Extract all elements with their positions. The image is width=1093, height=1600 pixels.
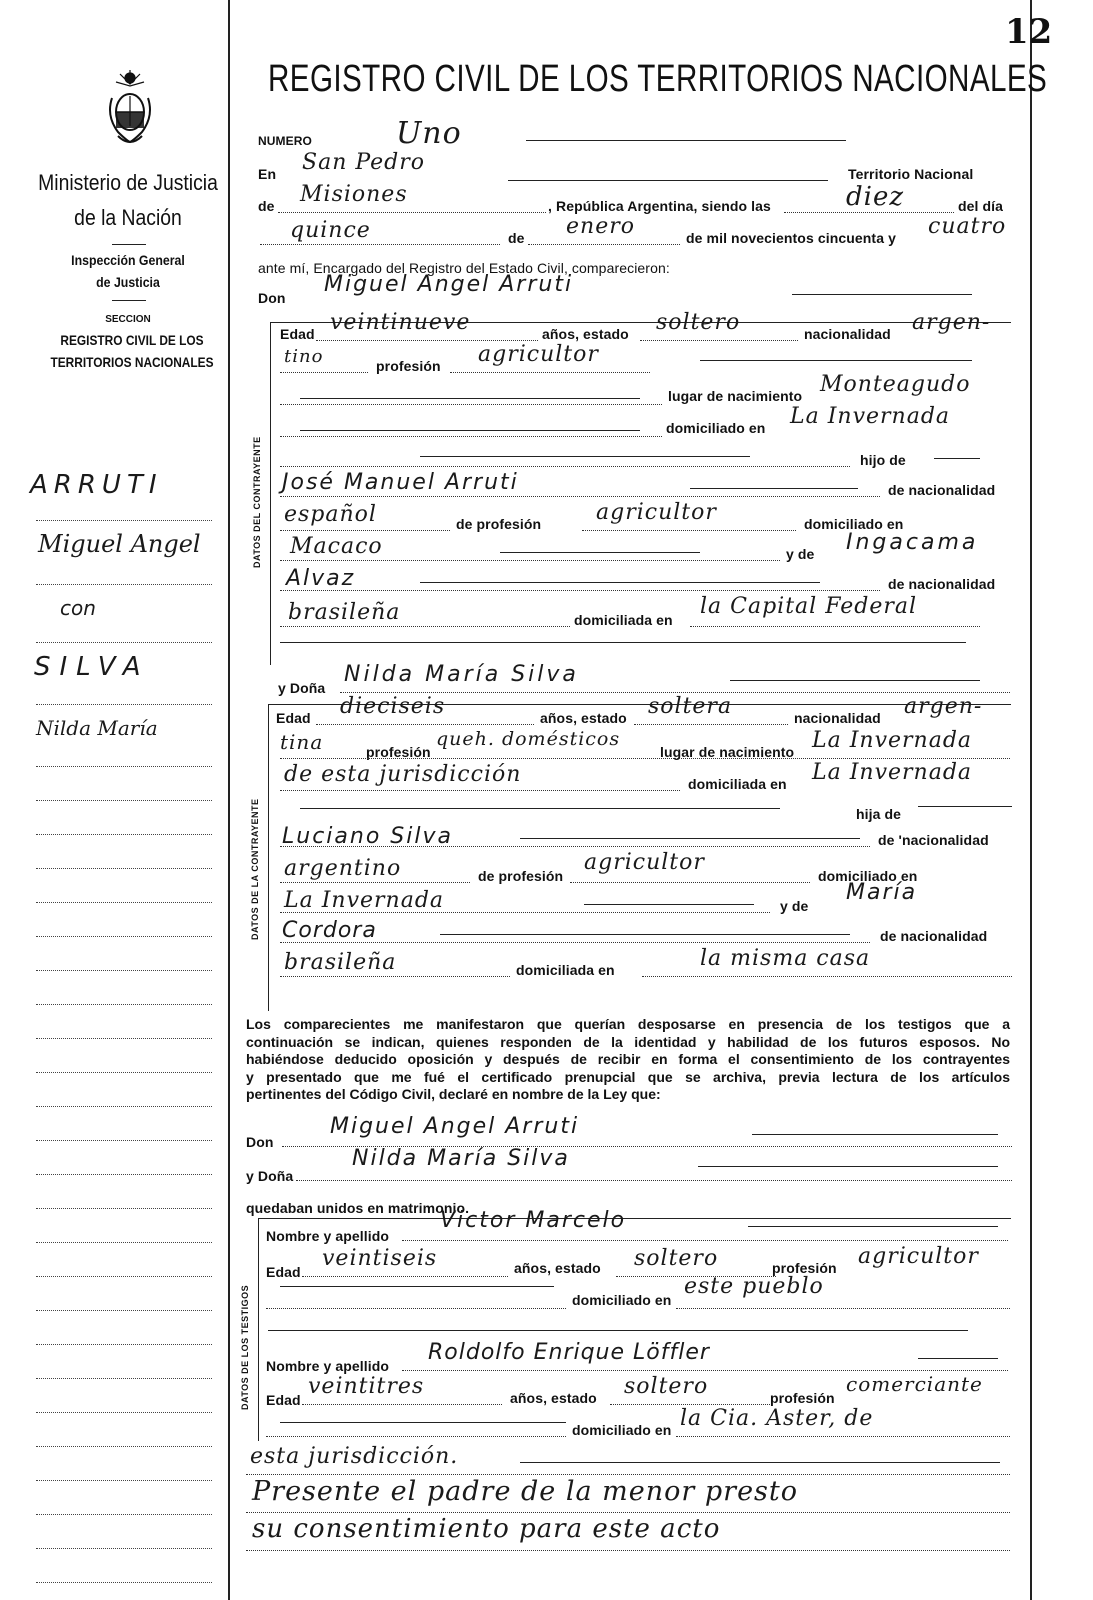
value-anio: cuatro — [928, 214, 1007, 239]
bride-mother-dom: la misma casa — [700, 946, 871, 971]
document-title: REGISTRO CIVIL DE LOS TERRITORIOS NACIONALES — [268, 58, 1048, 100]
bride-nac-2: tina — [280, 730, 324, 754]
line — [730, 680, 980, 681]
label-anos-estado-w1: años, estado — [514, 1260, 601, 1276]
dotted-line — [528, 244, 680, 245]
dotted-line — [280, 590, 880, 591]
page-number: 12 — [1005, 12, 1053, 52]
w2-edad: veintitres — [308, 1374, 425, 1399]
section-title-line1: REGISTRO CIVIL DE LOS — [60, 332, 204, 348]
dotted-line — [642, 976, 1012, 977]
label-y-de-bride: y de — [780, 898, 809, 914]
section-label: SECCION — [105, 314, 151, 325]
label-anos-estado-w2: años, estado — [510, 1390, 597, 1406]
w1-edad: veintiseis — [322, 1246, 438, 1271]
dotted-line — [280, 372, 368, 373]
value-territorio: Misiones — [300, 182, 408, 207]
dotted-line — [280, 976, 510, 977]
groom-prof: agricultor — [478, 342, 599, 367]
dotted-line — [316, 724, 534, 725]
label-edad: Edad — [280, 326, 315, 342]
line — [420, 456, 750, 457]
dotted-line — [280, 942, 870, 943]
final-dona: Nilda María Silva — [352, 1146, 570, 1171]
dotted-line — [450, 372, 650, 373]
handwritten-note-line1: Presente el padre de la menor presto — [252, 1476, 799, 1507]
groom-father-nac: español — [284, 502, 377, 527]
label-y-de: y de — [786, 546, 815, 562]
dotted-line — [402, 1240, 1008, 1241]
line — [792, 294, 972, 295]
label-ante: ante mí, Encargado del Registro del Estado Civil, comparecieron: — [258, 260, 670, 276]
side-label-contrayente: DATOS DEL CONTRAYENTE — [252, 436, 262, 568]
label-profesion-w2: profesión — [770, 1390, 835, 1406]
label-de-nacionalidad: de nacionalidad — [888, 482, 996, 498]
line — [584, 904, 754, 905]
bride-father-dom: La Invernada — [284, 888, 445, 913]
dotted-line — [280, 466, 850, 467]
label-de-mes: de — [508, 230, 525, 246]
dotted-line — [634, 724, 788, 725]
label-del-dia: del día — [958, 198, 1004, 214]
line — [698, 1166, 998, 1167]
label-domiciliada-en-bride-2: domiciliada en — [516, 962, 615, 978]
dotted-line — [280, 912, 770, 913]
label-edad-bride: Edad — [276, 710, 311, 726]
label-domiciliado-en-bride: domiciliado en — [818, 868, 918, 884]
label-de-nacionalidad-2: de nacionalidad — [888, 576, 996, 592]
value-don: Miguel Angel Arruti — [324, 272, 574, 297]
label-edad-w1: Edad — [266, 1264, 301, 1280]
dotted-line — [570, 882, 810, 883]
paragraph-line: y presentado que me fué el certificado prenupcial que se archiva, previa lectura de los artículos — [246, 1068, 1010, 1085]
section-title-line2: TERRITORIOS NACIONALES — [50, 354, 214, 370]
dotted-line — [690, 626, 980, 627]
dotted-line — [280, 560, 780, 561]
bride-mother: María — [846, 880, 918, 905]
paragraph-line: pertinentes del Código Civil, declaré en nombre de la Ley que: — [246, 1086, 661, 1102]
groom-father: José Manuel Arruti — [282, 470, 519, 495]
groom-father-dom: Macaco — [290, 534, 383, 559]
dotted-line — [260, 244, 500, 245]
dotted-line — [266, 1308, 566, 1309]
label-de-nacionalidad-bride-2: de nacionalidad — [880, 928, 988, 944]
line — [520, 838, 860, 839]
groom-edad: veintinueve — [330, 310, 471, 335]
value-hora: diez — [846, 182, 905, 212]
bride-father: Luciano Silva — [282, 824, 453, 849]
line — [280, 642, 966, 643]
bride-father-nac: argentino — [284, 856, 402, 881]
handwritten-note-line2: su consentimiento para este acto — [252, 1514, 721, 1544]
w2-dom: la Cia. Aster, de — [680, 1406, 874, 1431]
value-mes: enero — [566, 214, 635, 239]
label-domiciliada-en-bride: domiciliada en — [688, 776, 787, 792]
groom-father-prof: agricultor — [596, 500, 717, 525]
margin-note-con: con — [60, 596, 96, 620]
dotted-line — [640, 340, 798, 341]
margin-note-name-groom: Miguel Angel — [38, 530, 201, 558]
w1-nombre: Victor Marcelo — [440, 1208, 627, 1233]
line — [420, 582, 820, 583]
label-nombre-apellido-1: Nombre y apellido — [266, 1228, 390, 1244]
label-hijo-de: hijo de — [860, 452, 906, 468]
label-republica: , República Argentina, siendo las — [548, 198, 771, 214]
line — [280, 1286, 554, 1287]
line — [748, 1226, 998, 1227]
value-dona: Nilda María Silva — [344, 662, 579, 687]
label-y-dona: y Doña — [278, 680, 326, 696]
dotted-line — [280, 404, 662, 405]
w1-prof: agricultor — [858, 1244, 979, 1269]
dotted-line — [676, 1308, 1010, 1309]
label-profesion-bride: profesión — [366, 744, 431, 760]
label-don-final: Don — [246, 1134, 274, 1150]
dotted-line — [676, 1436, 1010, 1437]
line — [440, 934, 850, 935]
margin-note-name-bride: Nilda María — [36, 716, 158, 740]
w2-prof: comerciante — [846, 1372, 983, 1396]
label-domiciliado-en-2: domiciliado en — [804, 516, 904, 532]
value-lugar: San Pedro — [302, 150, 426, 175]
value-dia: quince — [290, 218, 371, 243]
dotted-line — [302, 1404, 502, 1405]
inspection-title-line2: de Justicia — [96, 274, 160, 290]
dotted-line — [280, 882, 470, 883]
label-nacionalidad-bride: nacionalidad — [794, 710, 881, 726]
groom-nac-2: tino — [284, 346, 324, 367]
line — [526, 140, 846, 141]
line — [268, 1330, 968, 1331]
w2-dom-2: esta jurisdicción. — [250, 1444, 459, 1469]
bride-lugar-nac-2: de esta jurisdicción — [284, 762, 522, 787]
dotted-line — [280, 790, 680, 791]
bride-domicilio: La Invernada — [812, 760, 973, 785]
line — [700, 360, 972, 361]
dotted-line — [266, 1436, 566, 1437]
groom-estado: soltero — [656, 310, 741, 335]
line — [300, 430, 640, 431]
label-numero: NUMERO — [258, 134, 312, 148]
groom-mother-dom: la Capital Federal — [700, 594, 918, 619]
label-edad-w2: Edad — [266, 1392, 301, 1408]
margin-note-surname-groom: ARRUTI — [30, 470, 163, 500]
paragraph-line: Los comparecientes me manifestaron que querían desposarse en presencia de los testigos que a — [246, 1016, 1010, 1032]
w2-estado: soltero — [624, 1374, 709, 1399]
groom-lugar-nac: Monteagudo — [820, 372, 971, 397]
label-de: de — [258, 198, 275, 214]
dotted-line — [246, 1474, 1010, 1475]
dotted-line — [280, 436, 662, 437]
dotted-line — [610, 1404, 770, 1405]
label-hija-de: hija de — [856, 806, 902, 822]
dotted-line — [246, 1512, 1010, 1513]
dotted-line — [246, 1550, 1010, 1551]
groom-domicilio: La Invernada — [790, 404, 951, 429]
dotted-line — [280, 626, 570, 627]
label-quedaban: quedaban unidos en matrimonio. — [246, 1200, 470, 1216]
dotted-line — [280, 758, 1010, 759]
bride-edad: dieciseis — [340, 694, 446, 719]
sidebar-divider — [112, 244, 146, 245]
dotted-line — [582, 530, 796, 531]
dotted-line — [402, 1370, 1008, 1371]
ministry-title-line2: de la Nación — [74, 205, 182, 230]
line — [690, 488, 858, 489]
dotted-line — [340, 692, 1010, 693]
margin-note-surname-bride: SILVA — [34, 652, 150, 682]
line — [934, 458, 980, 459]
line — [520, 1462, 1000, 1463]
label-de-profesion: de profesión — [456, 516, 542, 532]
label-domiciliado-en: domiciliado en — [666, 420, 766, 436]
dotted-line — [302, 1276, 508, 1277]
label-domiciliada-en: domiciliada en — [574, 612, 673, 628]
line — [500, 552, 700, 553]
bride-mother-nac: brasileña — [284, 950, 397, 975]
bride-estado: soltera — [648, 694, 733, 719]
label-nombre-apellido-2: Nombre y apellido — [266, 1358, 390, 1374]
bride-father-prof: agricultor — [584, 850, 705, 875]
ministry-title-line1: Ministerio de Justicia — [38, 170, 218, 195]
bride-nac: argen- — [904, 694, 983, 719]
final-don: Miguel Angel Arruti — [330, 1114, 580, 1139]
label-nacionalidad: nacionalidad — [804, 326, 891, 342]
paragraph-line: habiéndose deducido oposición y después de recibir en forma el consentimiento de los contrayentes — [246, 1051, 1010, 1067]
label-profesion: profesión — [376, 358, 441, 374]
label-domiciliado-en-w2: domiciliado en — [572, 1422, 672, 1438]
inspection-title-line1: Inspección General — [71, 252, 185, 268]
dotted-line — [280, 496, 880, 497]
label-anos-estado: años, estado — [542, 326, 629, 342]
groom-mother: Ingacama — [846, 530, 979, 555]
label-anos-estado-bride: años, estado — [540, 710, 627, 726]
label-y-dona-final: y Doña — [246, 1168, 294, 1184]
label-mil: de mil novecientos cincuenta y — [686, 230, 896, 246]
label-territorio: Territorio Nacional — [848, 166, 974, 182]
w1-dom: este pueblo — [684, 1274, 824, 1299]
dotted-line — [278, 212, 546, 213]
dotted-line — [280, 846, 870, 847]
value-numero: Uno — [396, 116, 462, 151]
coat-of-arms-seal — [102, 66, 158, 152]
side-label-testigos: DATOS DE LOS TESTIGOS — [240, 1284, 250, 1410]
declaration-paragraph — [246, 1016, 1010, 1104]
label-en: En — [258, 166, 277, 182]
groom-mother-nac: brasileña — [288, 600, 401, 625]
sidebar-divider — [112, 300, 146, 301]
line — [918, 1358, 998, 1359]
page-border-right — [1030, 0, 1032, 1600]
line — [280, 1422, 566, 1423]
bride-prof: queh. domésticos — [436, 728, 621, 750]
groom-mother-2: Alvaz — [286, 566, 356, 591]
line — [752, 1134, 998, 1135]
line — [300, 808, 780, 809]
line — [508, 180, 828, 181]
w1-estado: soltero — [634, 1246, 719, 1271]
dotted-line — [296, 1180, 1012, 1181]
label-de-profesion-bride: de profesión — [478, 868, 564, 884]
side-label-contrayenta: DATOS DE LA CONTRAYENTE — [250, 798, 260, 940]
label-de-nacionalidad-bride: de 'nacionalidad — [878, 832, 989, 848]
label-lugar-nacimiento-bride: lugar de nacimiento — [660, 744, 795, 760]
groom-nac: argen- — [912, 310, 991, 335]
bride-lugar-nac: La Invernada — [812, 728, 973, 753]
bride-mother-2: Cordora — [282, 918, 377, 943]
line — [300, 398, 640, 399]
page-border-left — [228, 0, 230, 1600]
w2-nombre: Roldolfo Enrique Löffler — [428, 1340, 710, 1365]
paragraph-line: continuación se indican, quienes responden de la identidad y habilidad de los futuros esposos. No — [246, 1033, 1010, 1050]
dotted-line — [784, 212, 954, 213]
dotted-line — [280, 530, 450, 531]
line — [918, 806, 1012, 807]
label-don: Don — [258, 290, 286, 306]
label-domiciliado-en-w1: domiciliado en — [572, 1292, 672, 1308]
label-lugar-nacimiento: lugar de nacimiento — [668, 388, 803, 404]
label-profesion-w1: profesión — [772, 1260, 837, 1276]
dotted-line — [316, 340, 538, 341]
